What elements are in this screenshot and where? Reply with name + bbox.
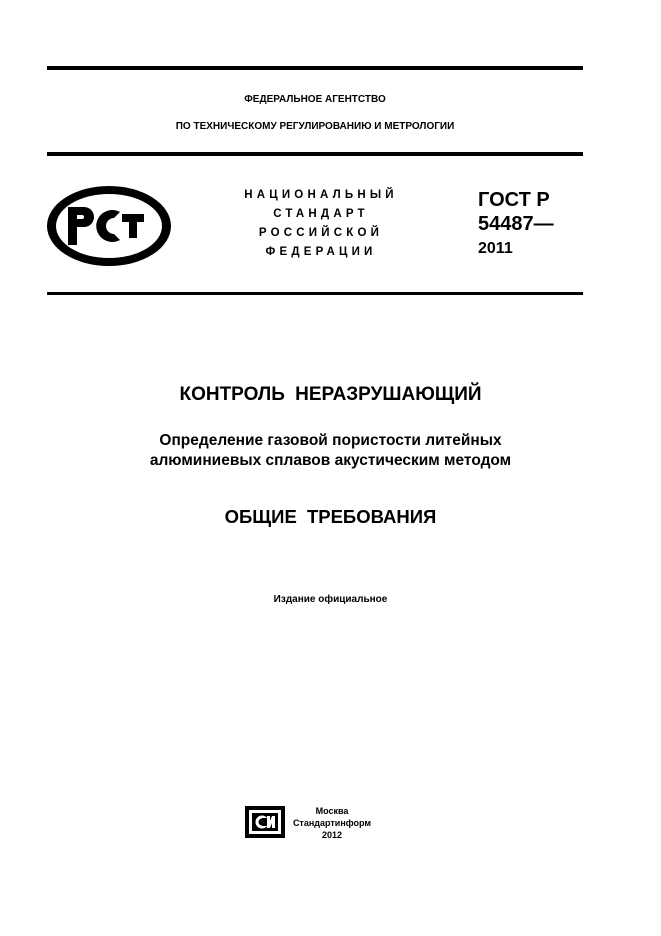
national-standard-words xyxy=(226,186,416,262)
gost-code xyxy=(478,188,554,236)
publication-year: 2012 xyxy=(321,830,343,840)
publisher-name: Стандартинформ xyxy=(292,818,372,828)
publisher-city: Москва xyxy=(315,806,349,816)
header-bottom-rule xyxy=(47,152,583,156)
general-requirements-heading: ОБЩИЕ ТРЕБОВАНИЯ xyxy=(224,506,437,527)
top-rule xyxy=(47,66,583,70)
gost-code-prefix: ГОСТ Р xyxy=(478,189,550,211)
gost-code-number: 54487— xyxy=(478,213,554,235)
subtitle-line-2: алюминиевых сплавов акустическим методом xyxy=(149,452,512,469)
standard-word-2: СТАНДАРТ xyxy=(273,208,369,220)
publisher-block xyxy=(292,805,372,841)
document-subtitle xyxy=(0,431,661,471)
standartinform-logo-icon xyxy=(245,806,285,838)
agency-line-2: ПО ТЕХНИЧЕСКОМУ РЕГУЛИРОВАНИЮ И МЕТРОЛОГИИ xyxy=(175,121,455,132)
agency-line-1: ФЕДЕРАЛЬНОЕ АГЕНТСТВО xyxy=(244,94,386,105)
standard-word-4: ФЕДЕРАЦИИ xyxy=(265,246,377,258)
standard-word-1: НАЦИОНАЛЬНЫЙ xyxy=(244,189,398,201)
official-edition-label: Издание официальное xyxy=(273,594,388,605)
document-title: КОНТРОЛЬ НЕРАЗРУШАЮЩИЙ xyxy=(179,384,482,405)
standard-word-3: РОССИЙСКОЙ xyxy=(258,227,384,239)
rst-gost-logo-icon xyxy=(44,184,174,268)
subtitle-line-1: Определение газовой пористости литейных xyxy=(159,432,502,449)
gost-year: 2011 xyxy=(478,240,513,257)
standard-bottom-rule xyxy=(47,292,583,295)
